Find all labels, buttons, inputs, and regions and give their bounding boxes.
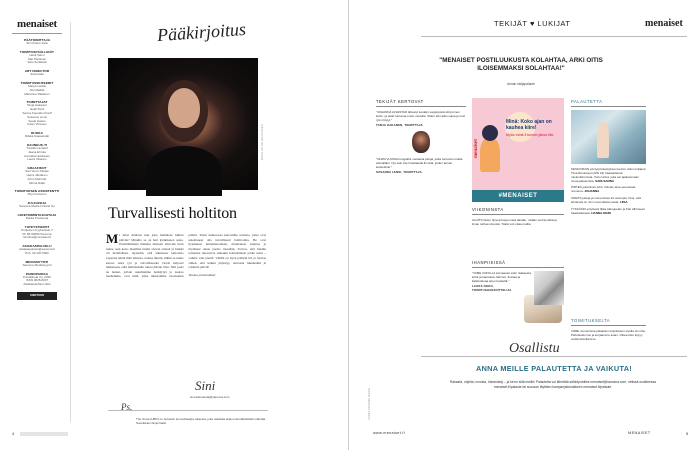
product-photo bbox=[534, 271, 564, 305]
footer-strip bbox=[20, 432, 68, 436]
column-heading: TOIMITUKSELTA bbox=[571, 318, 611, 323]
feedback-text: PIRTEÄ jokeulinen lehti. Odotan aina seuraavaa numeroa. bbox=[571, 185, 636, 194]
feedback-signature: JOHANNA bbox=[584, 189, 600, 194]
masthead-heading: PAINOPAIKKA bbox=[25, 271, 49, 276]
feedback-instructions: Rakasta, ohjeita, innosta, hämmästy – ja kerro siitä meille! Palautetta voi lähettää sähköpostitse menaiset@sanoma.com, netissä osoitteessa menaiset.fi/palaute tai suoraan täyttäen kampanjalomakkeen menaiset.fi/palaute. bbox=[449, 380, 657, 389]
masthead-line: Susanna Lensi bbox=[27, 114, 47, 119]
feedback-text: KESKIVIKON pöntytyrinkeäryksen kerron viikon lukijana Tiina Ruustosen (MN 24) haastatteluun mielenkiinnoista. Tuttu tarina, joka sai ajattelemaan omaa jaksamista. bbox=[571, 166, 646, 183]
masthead-line: Satu Sonkkola bbox=[27, 60, 47, 65]
osallistu-script: Osallistu bbox=[509, 341, 560, 356]
portrait-shirt bbox=[146, 146, 222, 196]
masthead-section bbox=[6, 213, 68, 221]
masthead-line: Tuulikki Lindelöf bbox=[26, 145, 48, 150]
masthead-line: asiakaspalvelu@sanoma.fi bbox=[19, 247, 55, 252]
toimitukselta-column bbox=[571, 318, 646, 341]
masthead-line: Heidi Vanni bbox=[29, 52, 45, 57]
masthead-heading: YHTEYSTIEDOT bbox=[24, 224, 50, 229]
ihanpiikissa-column bbox=[472, 260, 564, 323]
column-rule bbox=[571, 106, 646, 107]
masthead-sidebar bbox=[6, 18, 68, 300]
masthead-heading: JULKAISIJA bbox=[27, 201, 47, 206]
masthead-line: Heidi Perä bbox=[29, 107, 44, 112]
masthead-section bbox=[6, 244, 68, 256]
masthead-section bbox=[6, 189, 68, 197]
editor-email[interactable]: sini.arlenekela@sanoma.com bbox=[190, 395, 230, 399]
website-url[interactable]: www.menaiset.fi bbox=[373, 431, 405, 435]
masthead-line: Siiri Mattila bbox=[29, 87, 45, 92]
masthead-heading: KAUNEUS-TI bbox=[26, 142, 48, 147]
ps-mark: Ps. bbox=[121, 402, 133, 412]
feedback-item bbox=[571, 196, 646, 204]
feedback-heading: ANNA MEILLE PALAUTETTA JA VAIKUTA! bbox=[476, 364, 632, 373]
masthead-section bbox=[6, 225, 68, 240]
masthead-section bbox=[6, 260, 68, 268]
letter-text: "OLEM VUOSIA bongaillut mediasta juttuja, jotka tuntuvat omalta elämältäni. Nyt sain itse haastatella ihmisiä, joiden tarinat koskettivat." bbox=[376, 156, 463, 169]
masthead-heading: ASIAKASPALVELU bbox=[22, 244, 52, 249]
masthead-line: Kaisu Virtanen bbox=[27, 122, 47, 127]
masthead-heading: GRAAFIKOT bbox=[27, 166, 47, 171]
masthead-line: ISSN 0025-8297 bbox=[25, 278, 49, 283]
editorial-signoff: Ihanaa joulunaikaa! bbox=[188, 272, 216, 277]
feedback-signature: LIISA bbox=[619, 200, 628, 205]
feedback-item bbox=[571, 207, 646, 215]
instagram-post bbox=[472, 98, 564, 190]
masthead-section bbox=[6, 201, 68, 209]
masthead-section bbox=[6, 38, 68, 46]
ihanpii-signature: LAURA OKKO, TOIMITUSHARJOITTELIJA bbox=[472, 283, 512, 292]
masthead-line: Laura Viitanen bbox=[27, 157, 47, 162]
section-header: TEKIJÄT ♥ LUKIJAT bbox=[494, 19, 571, 28]
masthead-logo: menaiset bbox=[17, 18, 57, 30]
column-heading: PALAUTETTA bbox=[571, 99, 603, 104]
masthead-section bbox=[6, 69, 68, 77]
post-title: Minä: Koko ajan on kauhea kiire! bbox=[506, 119, 552, 131]
author-photo bbox=[412, 131, 430, 153]
editor-signature: Sini bbox=[195, 378, 216, 393]
masthead-line: Annukka Hokkanen bbox=[23, 153, 51, 158]
section-logo: menaiset bbox=[645, 18, 683, 29]
masthead-section bbox=[6, 100, 68, 127]
feedback-signature: SARI-SANNA bbox=[595, 178, 615, 183]
masthead-line: Sari Vuori Juthaw bbox=[25, 169, 49, 174]
recycle-badge: KIERTOON bbox=[17, 292, 57, 300]
masthead-line: Minna Ralle bbox=[29, 180, 45, 185]
masthead-section bbox=[6, 131, 68, 139]
masthead-line: Puh. 09 120 5000 bbox=[25, 250, 49, 255]
masthead-line: Marjut Laukki bbox=[28, 83, 46, 88]
viikon-insta-column bbox=[472, 207, 564, 226]
palautetta-column bbox=[571, 99, 646, 217]
feedback-list bbox=[571, 167, 646, 215]
hashtag-banner: #MENAISET bbox=[472, 190, 564, 202]
vertical-divider bbox=[70, 22, 71, 422]
letter-item bbox=[376, 110, 466, 127]
feedback-item bbox=[571, 185, 646, 193]
column-heading: IHANPIIKISSÄ bbox=[472, 260, 506, 265]
footer-magazine-name: MENAISET bbox=[628, 431, 651, 435]
ihanpii-text: "VIIME VIIKOLLA korvaavan eslin raakaosta kohti ja kauttuiset hahmot. Ihanaa ja ilahduttavaa arjen keskellä." bbox=[472, 270, 531, 283]
post-body: Myös minä 3 tunnin jaksa lita: bbox=[506, 133, 555, 137]
letter-text: "JOHANNA ALVESTAD lähestyi kevään suojatyöstä siirtyminen kotiin, ja asiat tuntuivat ensin vierailta. Sitten arki alkoi sujua ja uusi rytmi löytyi." bbox=[376, 109, 466, 122]
masthead-line: Sanoma Media Finland Oy bbox=[19, 204, 55, 209]
masthead-line: Marianne Räsänen bbox=[24, 91, 50, 96]
masthead-line: Sari Partanen bbox=[27, 56, 47, 61]
osallistu-rule bbox=[421, 356, 687, 357]
quote-source: Annan lukijapalaute bbox=[507, 82, 535, 86]
side-credit: KUVAT SANOMA MEDIA bbox=[368, 387, 371, 420]
ps-text: The Great (HBO) on hulvaton komediasarja naisesta, joka uskaltaa elää omannäköistään elämää. Suosittelen lämpimästi. bbox=[136, 417, 266, 426]
column-rule bbox=[571, 325, 646, 326]
masthead-heading: TOIMITUKSEN ASSISTENTTI bbox=[14, 189, 60, 194]
masthead-line: Seela Hasan bbox=[28, 118, 46, 123]
feedback-text: TYKKÄSIN erityisesti Ilkka Alanguelan ja Kari Alhinseen haastattelusta. bbox=[571, 206, 646, 215]
magazine-photo bbox=[571, 110, 646, 164]
column-rule bbox=[376, 106, 466, 107]
masthead-line: Jutta Aalto bbox=[29, 72, 44, 77]
masthead-line: Aikakauslehtien liitto bbox=[23, 282, 51, 287]
editor-portrait bbox=[108, 58, 258, 190]
masthead-heading: ART DIRECTOR bbox=[24, 69, 50, 74]
toimitukselta-text: VIIME numeroissa julkaistun kirjoituksen sivulla oli virhe. Pahoittelemme ja korjaamme asian. Oikea tieto löytyy verkkosivuiltamme. bbox=[571, 328, 646, 341]
masthead-sections bbox=[6, 38, 68, 287]
illustrated-figure bbox=[480, 138, 500, 172]
masthead-line: PL 85 00089 Sanoma bbox=[22, 231, 52, 236]
letter-signature: TANJA HAKANEN, TOIMITTAJA bbox=[376, 122, 423, 127]
masthead-heading: PÄÄTOIMITTAJA bbox=[23, 38, 51, 42]
masthead-line: Pirjo Kettunen bbox=[27, 192, 47, 197]
portrait-face bbox=[168, 88, 200, 128]
masthead-line: Sini Arlene Kela bbox=[26, 41, 48, 45]
column-heading: VIIKONINSTA bbox=[472, 207, 504, 212]
masthead-heading: LIIKETOIMINTAJOHTAJA bbox=[17, 212, 57, 217]
masthead-line: Sanna Kopsider Ruoff bbox=[22, 110, 52, 115]
masthead-line: PunaMusta Oy, 2020 bbox=[23, 274, 51, 279]
masthead-heading: MEDIAMYYNTI bbox=[25, 259, 49, 264]
feedback-signature: HANNA-MARI bbox=[591, 210, 611, 215]
feedback-text: UPEITA juttuja ja numeroissa 24 uusimpia. Kiva, että lehdessä on niin monenlaisia naisia. bbox=[571, 196, 641, 205]
reader-quote: "MENAISET POSTILUUKUSTA KOLAHTAA, ARKI OITIS ILOISEMMAKSI SOLAHTAA!" bbox=[439, 57, 603, 73]
letter-signature: SUSANNA LENSI, TOIMITTAJA bbox=[376, 170, 422, 175]
masthead-line: Pekka Puolanoja bbox=[25, 215, 49, 220]
masthead-line: Sanoma Mediamyynti bbox=[22, 262, 52, 267]
tekijat-column bbox=[376, 99, 466, 178]
masthead-section bbox=[6, 272, 68, 287]
divider bbox=[12, 33, 62, 34]
column-rule bbox=[472, 267, 564, 268]
editorial-script-title: Pääkirjoitus bbox=[156, 18, 247, 46]
feedback-item bbox=[571, 167, 646, 183]
column-rule bbox=[472, 214, 564, 215]
masthead-section bbox=[6, 166, 68, 185]
post-brand: menaiset bbox=[474, 139, 479, 158]
masthead-heading: TOIMITUSSIHTEERIT bbox=[20, 80, 54, 85]
masthead-heading: TOIMITTAJAT bbox=[26, 100, 48, 105]
letter-item bbox=[376, 157, 466, 174]
masthead-line: Helmi Jäntänen bbox=[26, 172, 48, 177]
masthead-line: Tanja Hakanen bbox=[26, 103, 47, 108]
masthead-section bbox=[6, 50, 68, 65]
masthead-heading: RUOKA bbox=[31, 131, 43, 136]
editorial-headline: Turvallisesti holtiton bbox=[108, 205, 237, 222]
masthead-line: Pohjoinen Kyyberkatu 7 bbox=[21, 227, 53, 232]
masthead-section bbox=[6, 81, 68, 96]
page-number-right: 5 bbox=[686, 431, 689, 436]
dropcap: M bbox=[106, 231, 119, 246]
right-page bbox=[348, 0, 696, 450]
header-rule bbox=[421, 36, 687, 37]
masthead-heading: TOIMITUSPÄÄLLIKÖT bbox=[19, 49, 55, 54]
editorial-body bbox=[106, 233, 266, 279]
masthead-line: toimitus@menaiset.fi bbox=[23, 235, 51, 240]
column-heading: TEKIJÄT KERTOVAT bbox=[376, 99, 424, 104]
masthead-line: Krimi Mehrnär bbox=[27, 176, 47, 181]
masthead-line: Jaana Ehrola bbox=[28, 149, 46, 154]
page-number-left: 4 bbox=[12, 431, 15, 436]
viikon-text: ALHITS listien hiyveä hoppu tasa tänään, mitään erehtymättä ja ilman turhaa stressiä. Tästä voit ottaa mallia. bbox=[472, 217, 557, 226]
masthead-section bbox=[6, 143, 68, 162]
photo-credit: KUVA ANNA HUOVINEN bbox=[261, 124, 264, 160]
editorial-body-text: i tulee mieleen kun joku mainitsee hullun päivän? Minulla se on heti kymmenen asiaa. Ensimmäisenä muistuu mieleen teini-iän tuttu tunne, kun koko maailma tuntui olevan edessä ja kaikki oli mahdollista. Ajattelin, että aikuisuus tarkoittaa vapautta tehdä mitä tahansa. Joskus mietin, mihin se tunne katosi. Arki, työ ja velvollisuudet vievät helposti mukanaan, eikä hulluttelulle tunnu jäävän tilaa. Silti juuri ne hetket, jolloin uskallamme heittäytyä ja nauraa itsellemme, ovat niitä, jotka muistamme vuosienkin päästä. Tässä numerossa kerromme naisista, jotka ovat uskaltaneet olla turvallisesti holtittomia. He ovat hypänneet tuntemattomaan, muuttaneet suuntaa ja löytäneet uusia puolia itsestään. Toivon, että heidän tarinansa innostavat sinuakin kokeilemaan jotain uutta – vaikka vain pientä. Välillä on hyvä päästää irti ja luottaa siihen, että kaikki järjestyy. Antoisia lukuhetkiä ja rohkeita päiviä! bbox=[106, 233, 266, 279]
masthead-line: Riikka Kaasamäki bbox=[25, 134, 49, 139]
